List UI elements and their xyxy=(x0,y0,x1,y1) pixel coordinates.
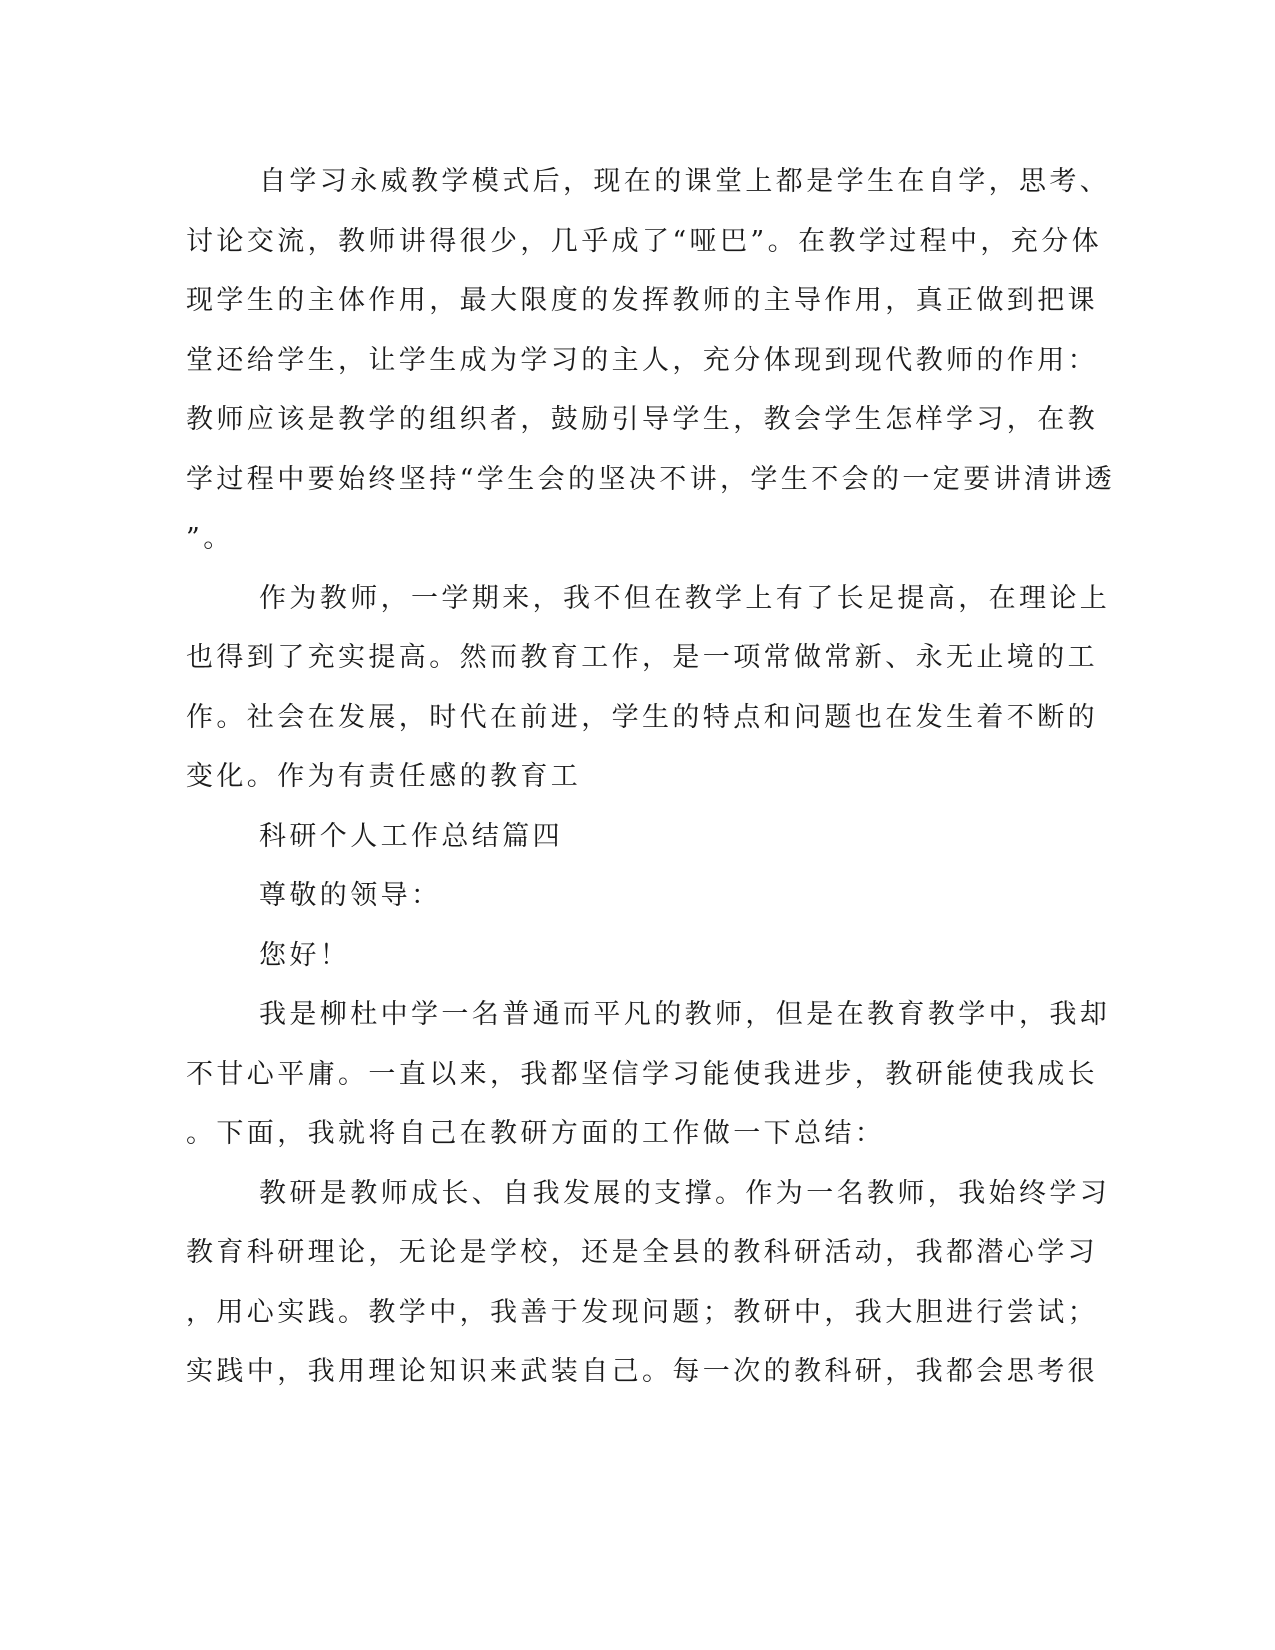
paragraph-line: 自学习永威教学模式后，现在的课堂上都是学生在自学，思考、 xyxy=(259,166,1111,197)
paragraph-line: 我是柳杜中学一名普通而平凡的教师，但是在教育教学中，我却 xyxy=(259,999,1111,1030)
paragraph-line: 作为教师，一学期来，我不但在教学上有了长足提高，在理论上 xyxy=(259,583,1111,614)
paragraph-line: 。下面，我就将自己在教研方面的工作做一下总结： xyxy=(186,1118,886,1149)
paragraph-line: 变化。作为有责任感的教育工 xyxy=(186,761,582,792)
paragraph-line: 学过程中要始终坚持“学生会的坚决不讲，学生不会的一定要讲清讲透 xyxy=(186,464,1116,495)
paragraph-line: 不甘心平庸。一直以来，我都坚信学习能使我进步，教研能使我成长 xyxy=(186,1059,1098,1090)
paragraph-line: 作。社会在发展，时代在前进，学生的特点和问题也在发生着不断的 xyxy=(186,702,1098,733)
paragraph-line: 教研是教师成长、自我发展的支撑。作为一名教师，我始终学习 xyxy=(259,1178,1111,1209)
paragraph-line: 实践中，我用理论知识来武装自己。每一次的教科研，我都会思考很 xyxy=(186,1356,1098,1387)
paragraph-line: 教师应该是教学的组织者，鼓励引导学生，教会学生怎样学习，在教 xyxy=(186,404,1098,435)
paragraph-line: ，用心实践。教学中，我善于发现问题；教研中，我大胆进行尝试； xyxy=(186,1297,1098,1328)
paragraph-line: 现学生的主体作用，最大限度的发挥教师的主导作用，真正做到把课 xyxy=(186,285,1098,316)
paragraph-line: 讨论交流，教师讲得很少，几乎成了“哑巴”。在教学过程中，充分体 xyxy=(186,226,1103,257)
paragraph-line: 也得到了充实提高。然而教育工作，是一项常做常新、永无止境的工 xyxy=(186,642,1098,673)
greeting: 您好！ xyxy=(259,940,351,971)
paragraph-line: 堂还给学生，让学生成为学习的主人，充分体现到现代教师的作用： xyxy=(186,345,1098,376)
salutation: 尊敬的领导： xyxy=(259,880,442,911)
paragraph-line: 教育科研理论，无论是学校，还是全县的教科研活动，我都潜心学习 xyxy=(186,1237,1098,1268)
paragraph-line: ”。 xyxy=(186,523,234,554)
section-heading: 科研个人工作总结篇四 xyxy=(259,821,563,852)
